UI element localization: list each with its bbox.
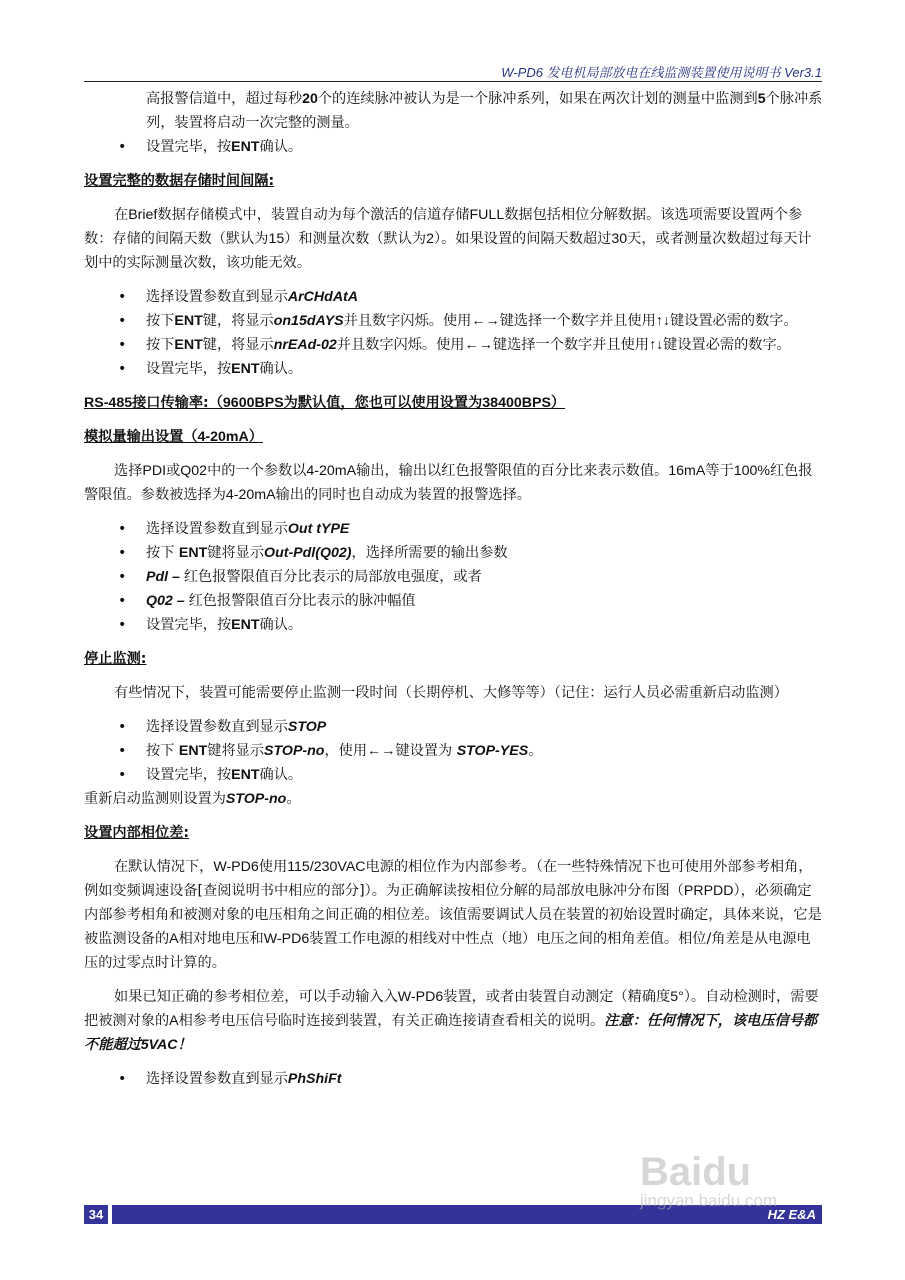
text-run: ）和测量次数（默认为 [284, 231, 427, 247]
text-run: 天，或者测量次数超过每天计划中的实际测量次数，该功能无效。 [84, 231, 812, 271]
text-run: Brief [128, 207, 158, 223]
text-run: 键选择一个数字并且使用 [499, 313, 656, 329]
text-run: 选择设置参数直到显示 [146, 719, 288, 735]
text-run: 4-20mA [306, 463, 357, 479]
text-run: A [169, 1013, 179, 1029]
text-run: 设置完整的数据存储时间间隔: [84, 173, 275, 189]
text-run: 等于 [705, 463, 734, 479]
content-group [84, 169, 824, 193]
paragraph [84, 203, 824, 275]
bullet-item [84, 1067, 824, 1091]
text-run: 输出的同时也自动成为装置的报警选择。 [275, 487, 531, 503]
text-run: on15dAYS [273, 313, 344, 329]
text-run: 38400BPS [482, 395, 551, 411]
text-run: 输出，输出以红色报警限值的百分比来表示数值。 [356, 463, 669, 479]
text-run: 红色报警限值百分比表示的脉冲幅值 [188, 593, 416, 609]
text-run: 在 [114, 207, 129, 223]
text-run: ），必须确定内部参考相角和被测对象的电压相角之间正确的相位差。该值需要调试人员在装置的初始设置时确定，具体来说，它是被监测设备的 [84, 883, 822, 947]
section-heading [84, 169, 824, 193]
text-run: 接口传输率:（ [132, 395, 223, 411]
text-run: 。 [286, 791, 301, 807]
running-header: W-PD6 发电机局部放电在线监测装置使用说明书 Ver3.1 [501, 65, 822, 80]
text-run: 中的一个参数以 [207, 463, 307, 479]
bullet-item [84, 285, 824, 309]
text-run: 或 [166, 463, 181, 479]
section-heading [84, 425, 824, 449]
text-run: ←→ [464, 337, 493, 353]
content-group [84, 425, 824, 449]
text-run: 停止监测: [84, 651, 147, 667]
content-group [84, 391, 824, 415]
bullet-item [84, 739, 824, 763]
bullet-item [84, 763, 824, 787]
text-run: ←→ [471, 313, 500, 329]
text-run: PhShiFt [287, 1071, 342, 1087]
text-run: 键，将显示 [202, 337, 274, 353]
bullet-item [84, 565, 824, 589]
bullet-item [84, 357, 824, 381]
text-run: ENT [231, 617, 260, 633]
text-run: ↑↓ [648, 337, 664, 353]
section-heading [84, 391, 824, 415]
text-run: 确认。 [259, 617, 303, 633]
text-run: PRPDD [683, 883, 734, 899]
bullet-item [84, 715, 824, 739]
text-run: ）。如果设置的间隔天数超过 [434, 231, 612, 247]
text-run: 在默认情况下， [114, 859, 214, 875]
content-group [84, 87, 824, 159]
paragraph [84, 985, 824, 1057]
text-run: ENT [174, 337, 203, 353]
content-group [84, 517, 824, 637]
text-run: ArCHdAtA [287, 289, 359, 305]
text-run: Q02 – [146, 593, 189, 609]
text-run: Pdl – [146, 569, 184, 585]
text-run: ENT [174, 313, 203, 329]
text-run: STOP [287, 719, 327, 735]
text-run: ENT [231, 767, 260, 783]
text-run: 确认。 [259, 361, 303, 377]
text-run: STOP-no [225, 791, 287, 807]
paragraph [84, 459, 824, 507]
text-run: 115/230VAC [287, 859, 366, 875]
bullet-item [84, 517, 824, 541]
text-run: 高报警信道中，超过每秒 [146, 91, 303, 107]
bullet-item [84, 309, 824, 333]
text-run: 如果已知正确的参考相位差，可以手动输入入 [114, 989, 398, 1005]
paragraph [84, 787, 824, 811]
text-run: 选择 [114, 463, 143, 479]
text-run: 数据包括相位分解数据。该选项需要设置两个参数：存储的间隔天数（默认为 [84, 207, 803, 247]
text-run: 使用 [258, 859, 288, 875]
paragraph [84, 87, 824, 135]
text-run: ←→ [367, 743, 396, 759]
text-run: 键设置为 [395, 743, 457, 759]
text-run: 个脉冲系列，装置将启动一次完整的测量。 [146, 91, 823, 131]
text-run: 。 [528, 743, 543, 759]
text-run: ENT [231, 361, 260, 377]
text-run: 按下 [146, 313, 175, 329]
text-run: Out tYPE [287, 521, 350, 537]
text-run: 键，将显示 [202, 313, 274, 329]
text-run: Out-Pdl(Q02) [264, 545, 352, 561]
bullet-item [84, 541, 824, 565]
text-run: ENT [178, 545, 208, 561]
text-run: 设置内部相位差: [84, 825, 189, 841]
text-run: 键将显示 [207, 743, 265, 759]
text-run: Q02 [180, 463, 208, 479]
text-run: 键设置必需的数字。 [663, 337, 791, 353]
text-run: ，选择所需要的输出参数 [351, 545, 508, 561]
text-run: 4-20mA [197, 429, 249, 445]
header-rule [84, 81, 822, 82]
text-run: W-PD6 [397, 989, 444, 1005]
text-run: 设置完毕，按 [146, 139, 232, 155]
text-run: STOP-no [264, 743, 325, 759]
text-run: ENT [231, 139, 260, 155]
paragraph [84, 681, 824, 705]
text-run: 选择设置参数直到显示 [146, 289, 288, 305]
paragraph [84, 855, 824, 975]
text-run: 按下 [146, 337, 175, 353]
content-group [84, 1067, 824, 1091]
text-run: 相参考电压信号临时连接到装置，有关正确连接请查看相关的说明。 [178, 1013, 605, 1029]
text-run: 选择设置参数直到显示 [146, 1071, 288, 1087]
text-run: 红色报警限值百分比表示的局部放电强度，或者 [183, 569, 482, 585]
text-run: A [169, 931, 179, 947]
content-group [84, 985, 824, 1057]
content-group [84, 285, 824, 381]
content-group [84, 821, 824, 845]
bullet-item [84, 589, 824, 613]
content-group [84, 647, 824, 671]
bullet-item [84, 333, 824, 357]
text-run: 2 [426, 231, 435, 247]
text-run: 键选择一个数字并且使用 [492, 337, 649, 353]
content-group [84, 459, 824, 507]
text-run: 电源的相位作为内部参考。（在一些特殊情况下也可使用外部参考相角，例如变频调速设备[查阅说明书中相应的部分]）。为正确解读按相位分解的局部放电脉冲分布图（ [84, 859, 813, 899]
text-run: 有些情况下，装置可能需要停止监测一段时间（长期停机、大修等等）（记住：运行人员必需重新启动监测） [114, 685, 788, 701]
text-run: 100% [733, 463, 770, 479]
text-run: ENT [178, 743, 208, 759]
text-run: PDI [142, 463, 167, 479]
text-run: W-PD6 [213, 859, 259, 875]
text-run: 按下 [146, 743, 179, 759]
text-run: 键将显示 [207, 545, 265, 561]
text-run: 16mA [668, 463, 706, 479]
text-run: 装置，或者由装置自动测定（精确度 [443, 989, 671, 1005]
text-run: 数据存储模式中，装置自动为每个激活的信道存储 [157, 207, 470, 223]
text-run: 15 [268, 231, 285, 247]
text-run: 确认。 [259, 139, 303, 155]
text-run: 红色报警限值。参数被选择为 [84, 463, 813, 503]
content-group [84, 203, 824, 275]
text-run: 设置完毕，按 [146, 767, 232, 783]
page-number: 34 [84, 1205, 108, 1224]
text-run: 装置工作电源的相线对中性点（地）电压之间的相角差值。相位/角差是从电源电压的过零点时计算的。 [84, 931, 811, 971]
text-run: 按下 [146, 545, 179, 561]
text-run: 5 [757, 91, 766, 107]
text-run: 设置完毕，按 [146, 361, 232, 377]
text-run: 重新启动监测则设置为 [84, 791, 226, 807]
text-run: 注意：任何情况下，该电压信号都不能超过5VAC！ [84, 1013, 818, 1053]
bullet-item [84, 613, 824, 637]
text-run: ） [550, 395, 566, 411]
bullet-item [84, 135, 824, 159]
content-group [84, 715, 824, 811]
text-run: 20 [302, 91, 318, 107]
text-run: 确认。 [259, 767, 303, 783]
document-body [84, 87, 824, 1101]
text-run: 并且数字闪烁。使用 [336, 337, 465, 353]
section-heading [84, 647, 824, 671]
text-run: RS-485 [84, 395, 133, 411]
text-run: 模拟量输出设置（ [84, 429, 198, 445]
text-run: 个的连续脉冲被认为是一个脉冲系列，如果在两次计划的测量中监测到 [317, 91, 758, 107]
text-run: 相对地电压和 [178, 931, 264, 947]
text-run: FULL [469, 207, 505, 223]
text-run: 9600BPS [222, 395, 284, 411]
text-run: ） [248, 429, 263, 445]
text-run: 键设置必需的数字。 [669, 313, 798, 329]
text-run: nrEAd-02 [273, 337, 337, 353]
text-run: 选择设置参数直到显示 [146, 521, 288, 537]
text-run: 设置完毕，按 [146, 617, 232, 633]
section-heading [84, 821, 824, 845]
text-run: ）。自动检测时，需要把被测对象的 [84, 989, 819, 1029]
footer-brand: HZ E&A [767, 1207, 816, 1222]
text-run: ，使用 [324, 743, 368, 759]
text-run: W-PD6 [263, 931, 310, 947]
text-run: 30 [611, 231, 628, 247]
text-run: STOP-YES [456, 743, 529, 759]
text-run: 5° [670, 989, 684, 1005]
text-run: 4-20mA [225, 487, 276, 503]
baidu-watermark: Baidu jingyan.baidu.com [640, 1150, 778, 1210]
content-group [84, 681, 824, 705]
text-run: 为默认值，您也可以使用设置为 [283, 395, 483, 411]
text-run: ↑↓ [655, 313, 670, 329]
content-group [84, 855, 824, 975]
text-run: 并且数字闪烁。使用 [343, 313, 472, 329]
